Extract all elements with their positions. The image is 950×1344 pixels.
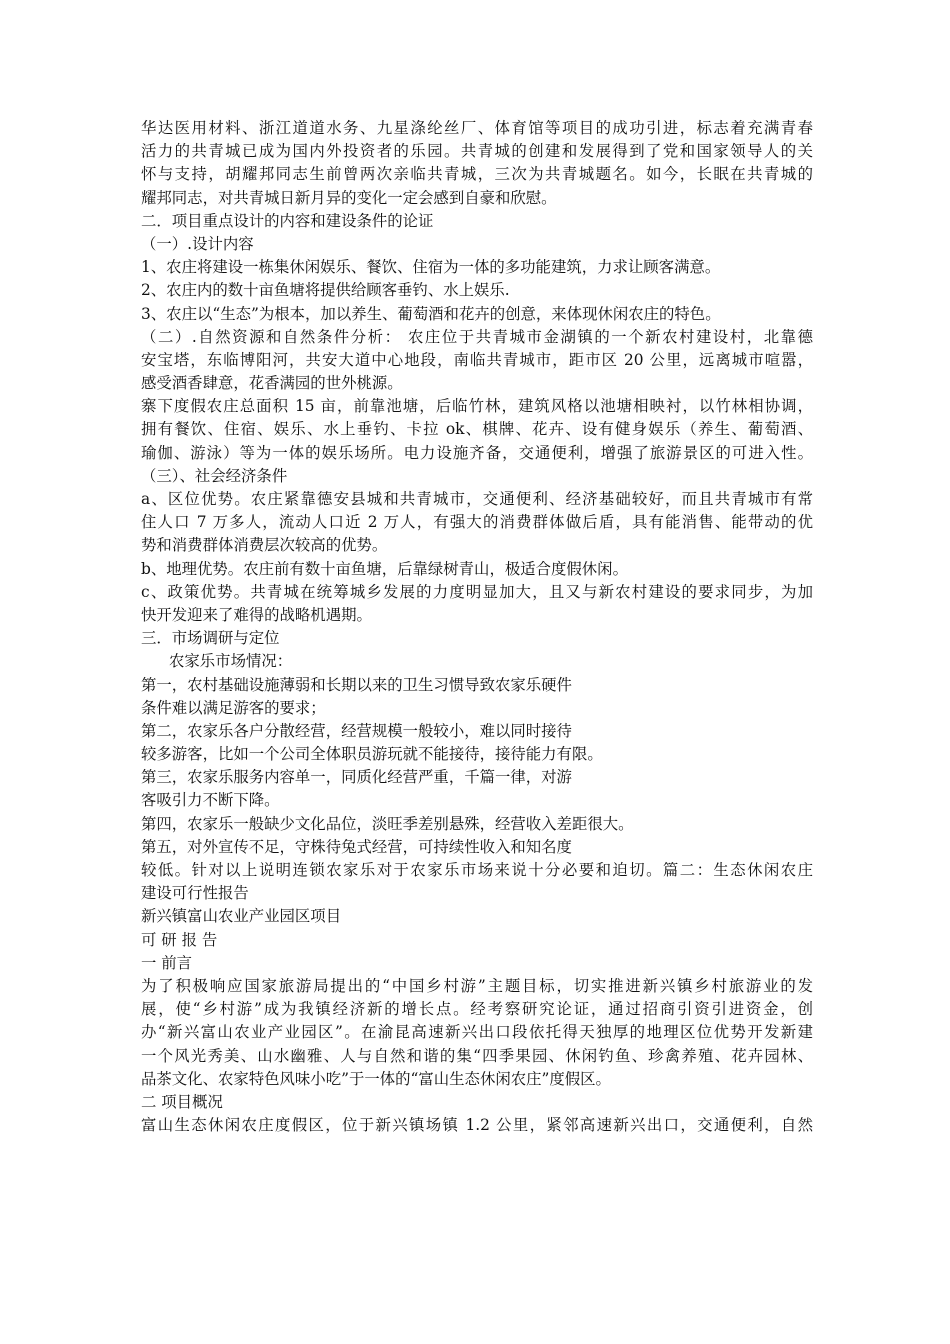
text-line: （二）.自然资源和自然条件分析： 农庄位于共青城市金湖镇的一个新农村建设村，北靠德 (141, 327, 813, 346)
text-line: a、区位优势。农庄紧靠德安县城和共青城市，交通便利、经济基础较好，而且共青城市有常 (141, 490, 813, 508)
text-line: 1、农庄将建设一栋集休闲娱乐、餐饮、住宿为一体的多功能建筑，力求让顾客满意。 (141, 258, 721, 277)
text-line: 第五，对外宣传不足，守株待兔式经营，可持续性收入和知名度 (141, 837, 572, 856)
text-line: 一 前言 (141, 953, 193, 972)
text-line: 二．项目重点设计的内容和建设条件的论证 (141, 211, 434, 230)
text-line: 建设可行性报告 (141, 884, 249, 903)
text-line: 耀邦同志，对共青城日新月异的变化一定会感到自豪和欣慰。 (141, 188, 557, 207)
text-line: 华达医用材料、浙江道道水务、九星涤纶丝厂、体育馆等项目的成功引进，标志着充满青春 (141, 119, 813, 137)
text-line: 3、农庄以“生态”为根本，加以养生、葡萄酒和花卉的创意，来体现休闲农庄的特色。 (141, 304, 721, 323)
text-line: 寨下度假农庄总面积 15 亩，前靠池塘，后临竹林，建筑风格以池塘相映衬，以竹林相协调， (141, 397, 813, 416)
text-line: 客吸引力不断下降。 (141, 791, 280, 810)
text-line: （三）、社会经济条件 (141, 466, 288, 485)
text-line: 怀与支持，胡耀邦同志生前曾两次亲临共青城，三次为共青城题名。如今，长眠在共青城的 (141, 165, 813, 184)
text-line: 三．市场调研与定位 (141, 629, 280, 648)
text-line: 较多游客，比如一个公司全体职员游玩就不能接待，接待能力有限。 (141, 745, 603, 764)
text-line: 拥有餐饮、住宿、娱乐、水上垂钓、卡拉 ok、棋牌、花卉、设有健身娱乐（养生、葡萄酒、 (141, 420, 813, 439)
text-line: 二 项目概况 (141, 1092, 223, 1111)
text-line: 第三，农家乐服务内容单一，同质化经营严重，千篇一律，对游 (141, 768, 572, 787)
text-line: 势和消费群体消费层次较高的优势。 (141, 536, 388, 555)
text-line: 办“新兴富山农业产业园区”。在渝昆高速新兴出口段依托得天独厚的地理区位优势开发新建 (141, 1023, 813, 1042)
text-line: c、政策优势。共青城在统筹城乡发展的力度明显加大，且又与新农村建设的要求同步，为加 (141, 582, 813, 601)
text-line: 展，使“乡村游”成为我镇经济新的增长点。经考察研究论证，通过招商引资引进资金，创 (141, 1000, 813, 1019)
text-line: 第二，农家乐各户分散经营，经营规模一般较小，难以同时接待 (141, 721, 572, 740)
text-line: b、地理优势。农庄前有数十亩鱼塘，后靠绿树青山，极适合度假休闲。 (141, 559, 628, 578)
text-line: 快开发迎来了难得的战略机遇期。 (141, 605, 372, 624)
text-line: 瑜伽、游泳）等为一体的娱乐场所。电力设施齐备，交通便利，增强了旅游景区的可进入性。 (141, 443, 813, 462)
text-line: 第四，农家乐一般缺少文化品位，淡旺季差别悬殊，经营收入差距很大。 (141, 814, 634, 833)
text-line: 感受酒香肆意，花香满园的世外桃源。 (141, 374, 403, 393)
text-line: 品茶文化、农家特色风味小吃”于一体的“富山生态休闲农庄”度假区。 (141, 1069, 611, 1088)
text-line: 富山生态休闲农庄度假区，位于新兴镇场镇 1.2 公里，紧邻高速新兴出口，交通便利，自然 (141, 1116, 813, 1135)
document-body (141, 117, 813, 1137)
text-line: 住人口 7 万多人，流动人口近 2 万人，有强大的消费群体做后盾，具有能消售、能带动的优 (141, 513, 813, 532)
text-line: 安宝塔，东临博阳河，共安大道中心地段，南临共青城市，距市区 20 公里，远离城市喧嚣， (141, 350, 813, 369)
text-line: 一个风光秀美、山水幽雅、人与自然和谐的集“四季果园、休闲钓鱼、珍禽养殖、花卉园林、 (141, 1046, 813, 1065)
text-line: （一）.设计内容 (141, 234, 254, 253)
text-line: 活力的共青城已成为国内外投资者的乐园。共青城的创建和发展得到了党和国家领导人的关 (141, 142, 813, 161)
text-line: 较低。针对以上说明连锁农家乐对于农家乐市场来说十分必要和迫切。篇二：生态休闲农庄 (141, 861, 813, 879)
text-line: 农家乐市场情况： (169, 652, 293, 671)
text-line: 条件难以满足游客的要求； (141, 698, 326, 717)
text-line: 为了积极响应国家旅游局提出的“中国乡村游”主题目标，切实推进新兴镇乡村旅游业的发 (141, 976, 813, 995)
text-line: 第一，农村基础设施薄弱和长期以来的卫生习惯导致农家乐硬件 (141, 675, 572, 694)
text-line: 新兴镇富山农业产业园区项目 (141, 907, 342, 926)
text-line: 2、农庄内的数十亩鱼塘将提供给顾客垂钓、水上娱乐. (141, 281, 510, 300)
text-line: 可 研 报 告 (141, 930, 218, 949)
